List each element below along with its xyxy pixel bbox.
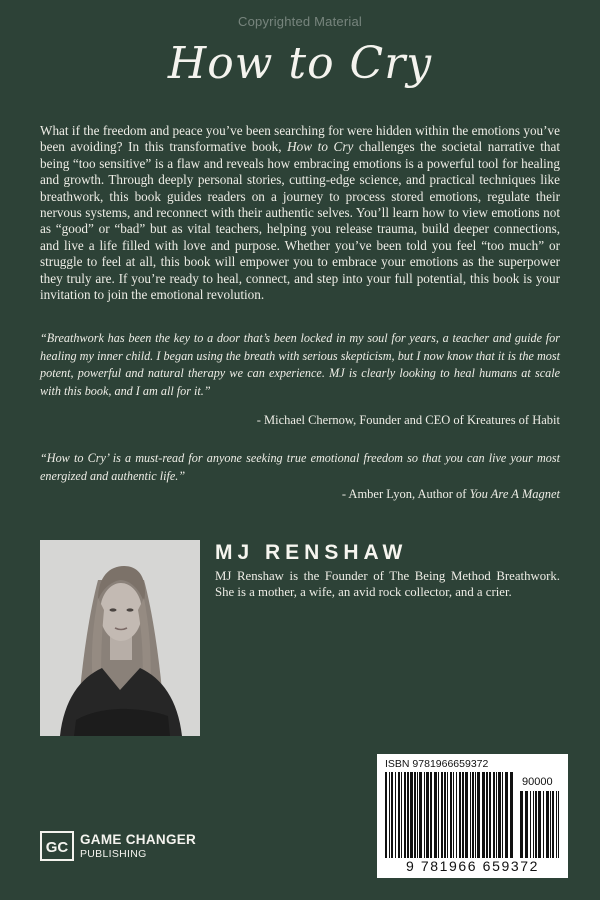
description-part1: What if the freedom and peace you’ve been searching for were hidden within the emotions you’ve been avoiding? In this transformative book, [40, 123, 560, 155]
publisher-subtitle: PUBLISHING [80, 848, 147, 860]
main-barcode-bars [385, 772, 515, 858]
description-part2: challenges the societal narrative that being “too sensitive” is a flaw and reveals how embracing emotions is a powerful tool for healing and growth. Through deeply personal stories, cutting-edge science, and practical techniques like breathwork, this book guides readers on a journey to process stored emotions, regulate their nervous systems, and reconnect with their authentic selves. You’ll learn how to view emotions not as “good” or “bad” but as vital teachers, helping you release trauma, build deeper connections, and live a life filled with love and purpose. Whether you’ve been told you feel “too much” or struggle to feel at all, this book will empower you to embrace your emotions as the superpower they truly are. If you’re ready to heal, connect, and step into your full potential, this book is your invitation to join the emotional revolution. [40, 139, 561, 303]
publisher-gc-icon [40, 831, 74, 861]
isbn-barcode [377, 754, 568, 878]
price-barcode-bars [520, 791, 560, 858]
testimonial-quote: “Breathwork has been the key to a door that’s been locked in my soul for years, a teacher and guide for healing my inner child. I began using the breath with serious skepticism, but I now know that it is the most potent, powerful and natural therapy we can experience. MJ is clearly looking to heal humans at scale with this book, and I am all for it.” [40, 331, 560, 398]
testimonial-quote: “How to Cry’ is a must-read for anyone seeking true emotional freedom so that you can live your most energized and authentic life.” [40, 451, 560, 483]
author-bio: MJ Renshaw is the Founder of The Being Method Breathwork. She is a mother, a wife, an avid rock collector, and a crier. [215, 569, 560, 600]
book-title: How to Cry [167, 38, 433, 89]
testimonial-attribution: - Michael Chernow, Founder and CEO of Kreatures of Habit [256, 413, 560, 427]
copyright-watermark: Copyrighted Material [238, 14, 362, 29]
author-name: MJ RENSHAW [215, 541, 408, 564]
isbn-label: ISBN 9781966659372 [385, 758, 489, 770]
testimonial-attribution [342, 487, 560, 502]
author-portrait-illustration [40, 540, 200, 736]
description-book-title: How to Cry [287, 139, 354, 155]
publisher-name: GAME CHANGER [80, 831, 197, 847]
publisher-logo-text: GC [45, 839, 69, 856]
barcode-digits: 9 781966 659372 [406, 858, 539, 874]
attribution-prefix: - Amber Lyon, Author of [341, 487, 470, 501]
publisher-logo [40, 826, 196, 866]
attribution-work-title: You Are A Magnet [469, 487, 560, 501]
author-photo [40, 540, 200, 736]
book-description [40, 123, 560, 303]
price-code: 90000 [522, 776, 553, 788]
